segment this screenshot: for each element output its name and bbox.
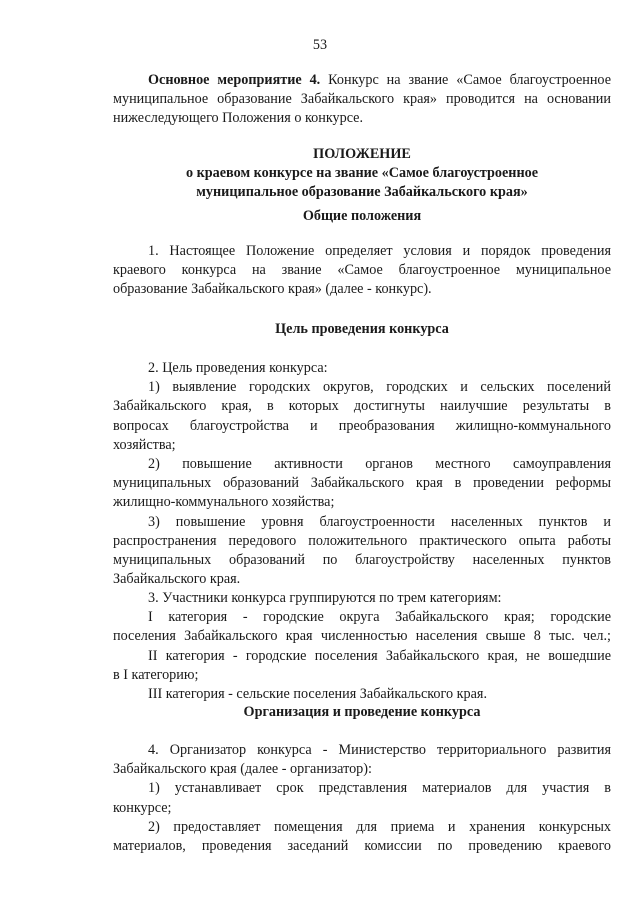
- heading-sub-1: о краевом конкурсе на звание «Самое благоустроенное: [185, 165, 539, 182]
- section-goal-heading: Цель проведения конкурса: [275, 321, 449, 337]
- p2-item-2-line-3: жилищно-коммунального хозяйства;: [113, 494, 335, 511]
- heading-title: ПОЛОЖЕНИЕ: [313, 146, 411, 162]
- p2-item-2-line-1: 2) повышение активности органов местного самоуправления: [148, 456, 611, 473]
- p2-item-3-line-2: распространения передового положительного практического опыта работы: [113, 532, 611, 549]
- page-number: 53: [312, 37, 328, 53]
- p4-item-1-line-2: конкурсе;: [113, 799, 172, 816]
- heading-block: [113, 145, 611, 226]
- p3-cat-1-line-2: поселения Забайкальского края численностью населения свыше 8 тыс. чел.;: [113, 628, 611, 645]
- p2-line-1: 2. Цель проведения конкурса:: [148, 360, 328, 376]
- p2-item-3-line-3: муниципальных образований по благоустройству населенных пунктов: [113, 552, 611, 569]
- heading-sub-2: муниципальное образование Забайкальского края»: [196, 184, 528, 201]
- intro-line-2: муниципальное образование Забайкальского края» проводится на основании: [113, 91, 611, 108]
- paragraph-2: [113, 359, 611, 589]
- p4-item-2-line-2: материалов, проведения заседаний комиссии по проведению краевого: [113, 838, 611, 855]
- p1-line-1: 1. Настоящее Положение определяет условия и порядок проведения: [148, 243, 611, 259]
- p3-cat-1-line-1: I категория - городские округа Забайкальского края; городские: [148, 609, 611, 626]
- intro-line-1-rest: Конкурс на звание «Самое благоустроенное: [320, 72, 611, 88]
- p2-item-3-line-1: 3) повышение уровня благоустроенности населенных пунктов и: [148, 513, 611, 530]
- p2-item-3-line-4: Забайкальского края.: [113, 571, 241, 588]
- paragraph-4: [113, 741, 611, 856]
- p4-line-1: 4. Организатор конкурса - Министерство территориального развития: [148, 742, 611, 758]
- paragraph-3: [113, 589, 611, 704]
- p4-item-2-line-1: 2) предоставляет помещения для приема и хранения конкурсных: [148, 818, 611, 835]
- intro-line-3: нижеследующего Положения о конкурсе.: [113, 110, 364, 127]
- p1-line-2: краевого конкурса на звание «Самое благоустроенное муниципальное: [113, 262, 611, 279]
- p2-item-1-line-2: Забайкальского края, в которых достигнуты наилучшие результаты в: [113, 398, 611, 415]
- p3-cat-3-line-1: III категория - сельские поселения Забайкальского края.: [148, 686, 487, 703]
- heading-general: Общие положения: [302, 207, 422, 224]
- p3-line-1: 3. Участники конкурса группируются по трем категориям:: [148, 590, 502, 606]
- intro-paragraph: [113, 71, 611, 129]
- p4-item-1-line-1: 1) устанавливает срок представления материалов для участия в: [148, 780, 611, 797]
- p3-cat-2-line-1: II категория - городские поселения Забайкальского края, не вошедшие: [148, 647, 611, 664]
- p2-item-1-line-4: хозяйства;: [113, 436, 176, 453]
- p4-line-2: Забайкальского края (далее - организатор):: [113, 761, 372, 778]
- p3-cat-2-line-2: в I категорию;: [113, 666, 199, 683]
- p1-line-3: образование Забайкальского края» (далее - конкурс).: [113, 281, 432, 298]
- section-org-heading: Организация и проведение конкурса: [243, 704, 481, 720]
- intro-bold-label: Основное мероприятие 4.: [148, 72, 321, 88]
- intro-line-1: [113, 71, 611, 90]
- p2-item-2-line-2: муниципальных образований Забайкальского края в проведении реформы: [113, 475, 611, 492]
- paragraph-1: [113, 242, 611, 300]
- p2-item-1-line-1: 1) выявление городских округов, городских и сельских поселений: [148, 379, 611, 396]
- p2-item-1-line-3: вопросах благоустройства и преобразования жилищно-коммунального: [113, 417, 611, 434]
